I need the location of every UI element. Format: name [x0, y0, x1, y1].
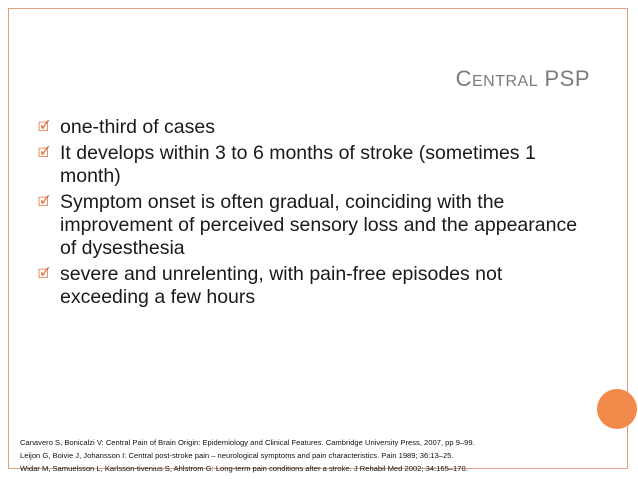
slide-title	[0, 66, 590, 92]
title-rest: ENTRAL	[472, 73, 539, 90]
bullet-item	[38, 263, 578, 309]
reference-item: Canavero S, Bonicalzi V: Central Pain of Brain Origin: Epidemiology and Clinical Features. Cambridge University Press, 2007, pp 9–99.	[20, 438, 475, 447]
reference-item: Widar M, Samuelsson L, Karlsson-tivenius S, Ahlstrom G: Long-term pain conditions after a stroke. J Rehabil Med 2002; 34:165–170.	[20, 464, 468, 473]
bullet-item	[38, 142, 578, 188]
bullet-text: severe and unrelenting, with pain-free episodes not exceeding a few hours	[60, 263, 503, 308]
references	[20, 436, 620, 475]
title-end: PSP	[544, 66, 590, 91]
check-box-bullet-icon: 🗹	[38, 145, 50, 160]
reference-item: Leijon G, Boivie J, Johansson I: Central post-stroke pain – neurological symptoms and pain characteristics. Pain 1989; 36:13–25.	[20, 451, 454, 460]
bullet-list	[38, 116, 578, 312]
title-initial: C	[455, 66, 472, 91]
decorative-circle	[597, 389, 637, 429]
bullet-text: Symptom onset is often gradual, coinciding with the improvement of perceived sensory loss and the appearance of dysesthesia	[60, 191, 578, 259]
bullet-text: It develops within 3 to 6 months of stroke (sometimes 1 month)	[60, 142, 536, 187]
check-box-bullet-icon: 🗹	[38, 119, 50, 134]
bullet-item	[38, 191, 578, 260]
check-box-bullet-icon: 🗹	[38, 194, 50, 209]
bullet-item	[38, 116, 578, 139]
bullet-text: one-third of cases	[60, 116, 216, 138]
check-box-bullet-icon: 🗹	[38, 266, 50, 281]
